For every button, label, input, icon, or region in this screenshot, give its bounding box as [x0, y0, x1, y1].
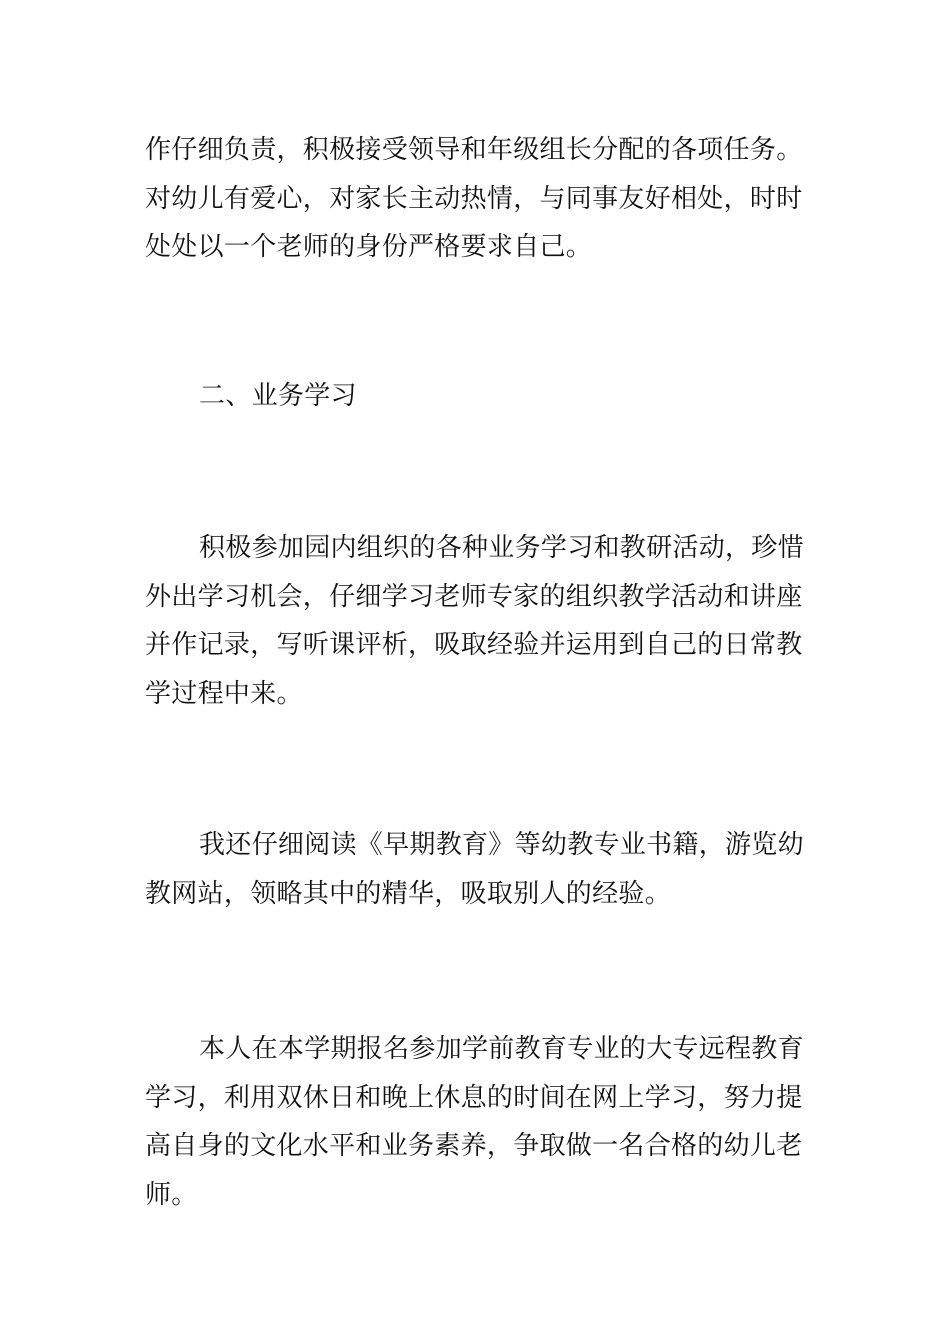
text-line: 对幼儿有爱心，对家长主动热情，与同事友好相处，时时	[145, 183, 803, 214]
section-heading: 二、业务学习	[199, 381, 357, 411]
paragraph-study-activities	[145, 524, 810, 718]
text-line: 外出学习机会，仔细学习老师专家的组织教学活动和讲座	[145, 581, 803, 612]
text-line: 高自身的文化水平和业务素养，争取做一名合格的幼儿老	[145, 1131, 803, 1161]
paragraph-duty-attitude	[145, 126, 810, 272]
text-line: 学习，利用双休日和晚上休息的时间在网上学习，努力提	[145, 1082, 803, 1113]
text-line: 本人在本学期报名参加学前教育专业的大专远程教育	[199, 1034, 804, 1064]
section-heading-business-study	[145, 372, 810, 421]
text-line: 作仔细负责，积极接受领导和年级组长分配的各项任务。	[145, 135, 803, 165]
text-line: 积极参加园内组织的各种业务学习和教研活动，珍惜	[199, 533, 804, 563]
text-line: 教网站，领略其中的精华，吸取别人的经验。	[145, 878, 672, 909]
text-line: 处处以一个老师的身份严格要求自己。	[145, 232, 593, 262]
text-line: 并作记录，写听课评析，吸取经验并运用到自己的日常教	[145, 630, 803, 660]
text-line: 学过程中来。	[145, 678, 303, 709]
text-line: 师。	[145, 1179, 198, 1210]
paragraph-distance-education	[145, 1025, 810, 1219]
text-line: 我还仔细阅读《早期教育》等幼教专业书籍，游览幼	[199, 830, 804, 860]
paragraph-reading	[145, 821, 810, 918]
